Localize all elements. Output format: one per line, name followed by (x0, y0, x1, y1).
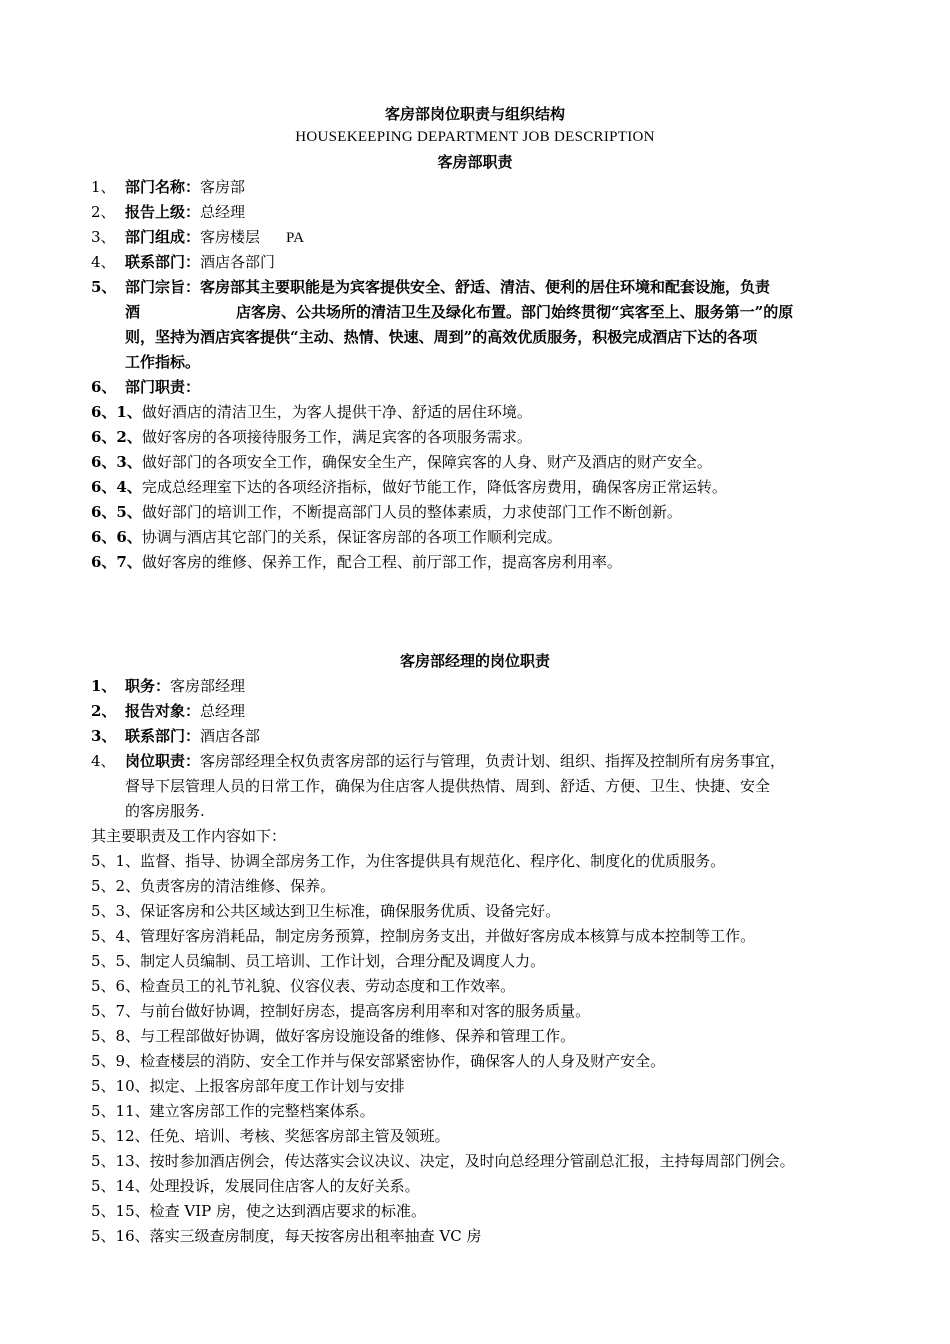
dept-item (0, 177, 950, 197)
duty-text: 5、14、处理投诉，发展同住店客人的友好关系。 (91, 1177, 420, 1195)
manager-role (0, 751, 950, 771)
duty-item (0, 452, 950, 472)
purpose-line-4 (0, 352, 950, 372)
duty-text: 做好客房的维修、保养工作，配合工程、前厅部工作，提高客房利用率。 (141, 553, 622, 571)
duty-text: 5、5、制定人员编制、员工培训、工作计划，合理分配及调度人力。 (91, 952, 546, 970)
manager-duty (0, 1051, 950, 1071)
manager-duty (0, 876, 950, 896)
manager-duty (0, 901, 950, 921)
manager-duty (0, 951, 950, 971)
section1-heading: 客房部职责 (437, 153, 513, 171)
purpose-text: 则，坚持为酒店宾客提供“主动、热情、快速、周到”的高效优质服务，积极完成酒店下达的各项 (125, 328, 758, 346)
manager-duty (0, 1076, 950, 1096)
duty-text: 5、11、建立客房部工作的完整档案体系。 (91, 1102, 375, 1120)
duty-number: 6、6、 (91, 528, 142, 546)
item-label: 部门宗旨： (125, 278, 201, 296)
duty-text: 协调与酒店其它部门的关系，保证客房部的各项工作顺利完成。 (141, 528, 562, 546)
item-value: 总经理 (200, 203, 246, 221)
duty-text: 5、12、任免、培训、考核、奖惩客房部主管及领班。 (91, 1127, 450, 1145)
item-number: 5、 (91, 278, 117, 296)
item-number: 1、 (91, 178, 116, 196)
manager-duty (0, 926, 950, 946)
duty-text: 5、10、拟定、上报客房部年度工作计划与安排 (91, 1077, 405, 1095)
duties-header (0, 377, 950, 397)
item-value: 客房部经理 (170, 677, 246, 695)
item-number: 3、 (91, 727, 117, 745)
duty-text: 做好酒店的清洁卫生，为客人提供干净、舒适的居住环境。 (141, 403, 532, 421)
item-value: 客房楼层 (200, 228, 261, 246)
item-number: 6、 (91, 378, 117, 396)
item-label: 岗位职责： (125, 752, 201, 770)
item-label: 联系部门： (125, 253, 201, 271)
duty-item (0, 427, 950, 447)
duty-text: 5、6、检查员工的礼节礼貌、仪容仪表、劳动态度和工作效率。 (91, 977, 516, 995)
manager-duty (0, 851, 950, 871)
item-label: 报告对象： (125, 702, 201, 720)
duty-text: 做好部门的各项安全工作，确保安全生产，保障宾客的人身、财产及酒店的财产安全。 (141, 453, 712, 471)
manager-duty (0, 1176, 950, 1196)
manager-duty (0, 976, 950, 996)
manager-duty (0, 1226, 950, 1246)
duty-item (0, 502, 950, 522)
duty-text: 5、2、负责客房的清洁维修、保养。 (91, 877, 336, 895)
duty-item (0, 552, 950, 572)
duty-text: 5、9、检查楼层的消防、安全工作并与保安部紧密协作，确保客人的人身及财产安全。 (91, 1052, 666, 1070)
duty-item (0, 527, 950, 547)
duty-text: 5、13、按时参加酒店例会，传达落实会议决议、决定，及时向总经理分管副总汇报，主持每周部门例会。 (91, 1152, 795, 1170)
manager-duty (0, 1126, 950, 1146)
role-line-3 (0, 801, 950, 821)
item-label: 部门名称： (125, 178, 201, 196)
duty-item (0, 477, 950, 497)
item-value-secondary: PA (286, 230, 305, 246)
manager-item (0, 676, 950, 696)
role-text: 督导下层管理人员的日常工作，确保为住店客人提供热情、周到、舒适、方便、卫生、快捷、安全 (125, 777, 771, 795)
duty-number: 6、7、 (91, 553, 142, 571)
duty-number: 6、1、 (91, 403, 142, 421)
item-label: 部门组成： (125, 228, 201, 246)
manager-item (0, 701, 950, 721)
purpose-line-2 (0, 302, 950, 322)
manager-duty (0, 1201, 950, 1221)
duty-number: 6、4、 (91, 478, 142, 496)
manager-duty (0, 1101, 950, 1121)
document-subtitle-en: HOUSEKEEPING DEPARTMENT JOB DESCRIPTION (295, 129, 655, 145)
dept-item (0, 202, 950, 222)
duty-item (0, 402, 950, 422)
duty-text: 5、16、落实三级查房制度，每天按客房出租率抽查 VC 房 (91, 1227, 482, 1245)
purpose-text: 工作指标。 (125, 353, 201, 371)
purpose-text: 店客房、公共场所的清洁卫生及绿化布置。部门始终贯彻“宾客至上、服务第一”的原 (236, 303, 794, 321)
duty-text: 5、1、监督、指导、协调全部房务工作，为住客提供具有规范化、程序化、制度化的优质服务。 (91, 852, 726, 870)
item-label: 部门职责： (125, 378, 201, 396)
role-line-2 (0, 776, 950, 796)
item-value: 客房部 (200, 178, 246, 196)
role-text: 客房部经理全权负责客房部的运行与管理，负责计划、组织、指挥及控制所有房务事宜， (200, 752, 786, 770)
manager-duty (0, 1151, 950, 1171)
item-value: 酒店各部 (200, 727, 261, 745)
duty-text: 5、3、保证客房和公共区域达到卫生标准，确保服务优质、设备完好。 (91, 902, 561, 920)
item-number: 2、 (91, 203, 116, 221)
purpose-text: 酒 (125, 303, 141, 321)
manager-item (0, 726, 950, 746)
duty-number: 6、2、 (91, 428, 142, 446)
dept-item (0, 227, 950, 247)
duty-text: 做好部门的培训工作，不断提高部门人员的整体素质，力求使部门工作不断创新。 (141, 503, 682, 521)
item-number: 3、 (91, 228, 116, 246)
duty-text: 5、7、与前台做好协调，控制好房态，提高客房利用率和对客的服务质量。 (91, 1002, 591, 1020)
item-label: 报告上级： (125, 203, 201, 221)
item-number: 4、 (91, 253, 116, 271)
purpose-line: 客房部其主要职能是为宾客提供安全、舒适、清洁、便利的居住环境和配套设施，负责 (200, 278, 771, 296)
duty-text: 5、15、检查 VIP 房，使之达到酒店要求的标准。 (91, 1202, 427, 1220)
duty-text: 5、4、管理好客房消耗品，制定房务预算，控制房务支出，并做好客房成本核算与成本控制等工作。 (91, 927, 756, 945)
item-number: 2、 (91, 702, 117, 720)
dept-purpose (0, 277, 950, 297)
manager-duty (0, 1026, 950, 1046)
role-text: 的客房服务. (125, 802, 205, 820)
intro-text: 其主要职责及工作内容如下： (91, 827, 287, 845)
duties-intro (0, 826, 950, 846)
item-number: 1、 (91, 677, 117, 695)
dept-item (0, 252, 950, 272)
item-label: 职务： (125, 677, 171, 695)
manager-duty (0, 1001, 950, 1021)
item-value: 酒店各部门 (200, 253, 276, 271)
duty-number: 6、5、 (91, 503, 142, 521)
item-number: 4、 (91, 752, 116, 770)
duty-text: 完成总经理室下达的各项经济指标，做好节能工作，降低客房费用，确保客房正常运转。 (141, 478, 727, 496)
item-value: 总经理 (200, 702, 246, 720)
purpose-line-3 (0, 327, 950, 347)
duty-text: 做好客房的各项接待服务工作，满足宾客的各项服务需求。 (141, 428, 532, 446)
section2-heading: 客房部经理的岗位职责 (399, 652, 550, 670)
item-label: 联系部门： (125, 727, 201, 745)
document-title: 客房部岗位职责与组织结构 (384, 105, 565, 123)
duty-number: 6、3、 (91, 453, 142, 471)
duty-text: 5、8、与工程部做好协调，做好客房设施设备的维修、保养和管理工作。 (91, 1027, 576, 1045)
